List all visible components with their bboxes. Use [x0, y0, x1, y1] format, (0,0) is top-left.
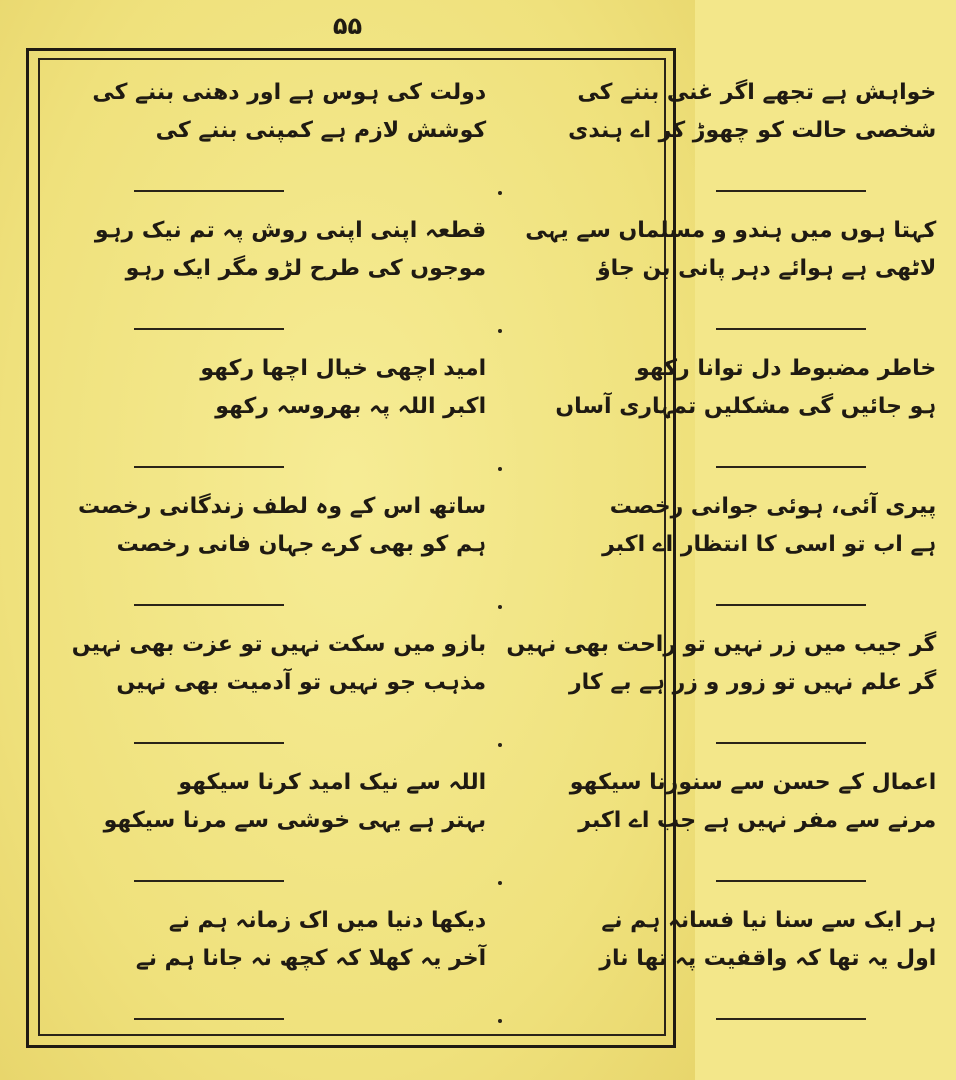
verse-line: شخصی حالت کو چھوڑ کر اے ہندی	[568, 118, 937, 143]
couplet-5	[44, 616, 956, 754]
verse-line: دیکھا دنیا میں اک زمانہ ہم نے	[168, 908, 487, 933]
verse-line: کوشش لازم ہے کمپنی بننے کی	[155, 118, 487, 143]
divider-rule	[716, 880, 866, 882]
divider-rule	[134, 1018, 284, 1020]
divider-rule	[716, 466, 866, 468]
verse-line: مذہب جو نہیں تو آدمیت بھی نہیں	[116, 670, 487, 695]
verse-line: اعمال کے حسن سے سنورنا سیکھو	[569, 770, 937, 795]
verse-line: بہتر ہے یہی خوشی سے مرنا سیکھو	[103, 808, 487, 833]
page-number: ۵۵	[332, 12, 363, 40]
divider-rule	[134, 742, 284, 744]
verse-line: دولت کی ہوس ہے اور دھنی بننے کی	[92, 80, 487, 105]
couplet-right-column	[500, 74, 950, 202]
verse-line: امید اچھی خیال اچھا رکھو	[200, 356, 487, 381]
couplet-left-column	[50, 626, 500, 754]
verse-line: گر علم نہیں تو زور و زر ہے بے کار	[568, 670, 937, 695]
couplet-3	[44, 340, 956, 478]
couplet-left-column	[50, 74, 500, 202]
verse-line: بازو میں سکت نہیں تو عزت بھی نہیں	[71, 632, 487, 657]
divider-rule	[134, 190, 284, 192]
verse-line: اکبر اللہ پہ بھروسہ رکھو	[215, 394, 487, 419]
divider-rule	[716, 328, 866, 330]
couplet-7	[44, 892, 956, 1030]
verse-line: ہر ایک سے سنا نیا فسانہ ہم نے	[601, 908, 937, 933]
couplet-left-column	[50, 488, 500, 616]
couplet-4	[44, 478, 956, 616]
divider-rule	[134, 604, 284, 606]
couplet-right-column	[500, 350, 950, 478]
divider-rule	[134, 880, 284, 882]
couplet-grid	[44, 64, 937, 1030]
verse-line: گر جیب میں زر نہیں تو راحت بھی نہیں	[506, 632, 937, 657]
couplet-left-column	[50, 902, 500, 1030]
couplet-6	[44, 754, 956, 892]
verse-line: قطعہ اپنی اپنی روش پہ تم نیک رہو	[94, 218, 487, 243]
verse-line: مرنے سے مفر نہیں ہے جب اے اکبر	[578, 808, 937, 833]
verse-line: ہے اب تو اسی کا انتظار اے اکبر	[602, 532, 937, 557]
verse-line: پیری آئی، ہوئی جوانی رخصت	[609, 494, 937, 519]
couplet-right-column	[500, 212, 950, 340]
verse-line: لاٹھی ہے ہوائے دہر پانی بن جاؤ	[597, 256, 937, 281]
divider-rule	[716, 190, 866, 192]
couplet-right-column	[500, 902, 950, 1030]
divider-rule	[716, 1018, 866, 1020]
verse-line: ہو جائیں گی مشکلیں تمہاری آساں	[555, 394, 937, 419]
divider-rule	[134, 466, 284, 468]
couplet-left-column	[50, 350, 500, 478]
verse-line: اول یہ تھا کہ واقفیت پہ تھا ناز	[599, 946, 937, 971]
verse-line: خواہش ہے تجھے اگر غنی بننے کی	[577, 80, 937, 105]
divider-rule	[716, 604, 866, 606]
couplet-left-column	[50, 212, 500, 340]
couplet-right-column	[500, 488, 950, 616]
verse-line: اللہ سے نیک امید کرنا سیکھو	[178, 770, 487, 795]
couplet-2	[44, 202, 956, 340]
verse-line: خاطر مضبوط دل توانا رکھو	[635, 356, 937, 381]
couplet-right-column	[500, 626, 950, 754]
divider-rule	[134, 328, 284, 330]
verse-line: موجوں کی طرح لڑو مگر ایک رہو	[125, 256, 487, 281]
couplet-right-column	[500, 764, 950, 892]
verse-line: ساتھ اس کے وہ لطف زندگانی رخصت	[77, 494, 487, 519]
verse-line: ہم کو بھی کرے جہان فانی رخصت	[116, 532, 487, 557]
verse-line: آخر یہ کھلا کہ کچھ نہ جانا ہم نے	[135, 946, 487, 971]
couplet-1	[44, 64, 956, 202]
divider-rule	[716, 742, 866, 744]
couplet-left-column	[50, 764, 500, 892]
verse-line: کہتا ہوں میں ہندو و مسلماں سے یہی	[525, 218, 937, 243]
